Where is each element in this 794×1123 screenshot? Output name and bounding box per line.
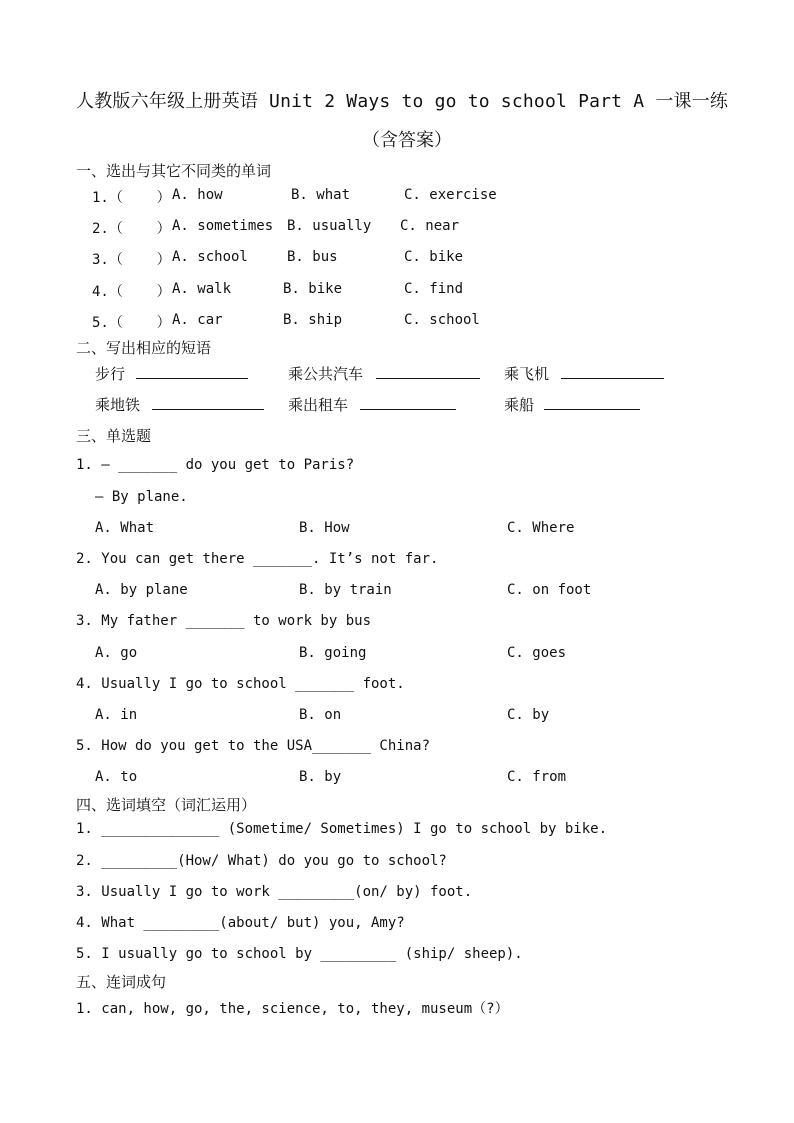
phrase-label: 乘飞机 [504, 365, 550, 383]
section-3-heading: 三、单选题 [76, 427, 152, 445]
option-c: C. on foot [507, 582, 592, 598]
option-c: C. from [507, 769, 567, 785]
option-a: A. sometimes [172, 218, 274, 234]
option-b: B. bike [283, 281, 343, 297]
answer-blank[interactable] [360, 395, 456, 410]
option-a: A. in [95, 707, 138, 723]
option-a: A. go [95, 645, 138, 661]
answer-blank[interactable] [376, 364, 480, 379]
option-b: B. going [299, 645, 367, 661]
sentence-item: 1. can, how, go, the, science, to, they, museum（?） [76, 1001, 509, 1017]
answer-blank[interactable] [152, 395, 264, 410]
option-c: C. goes [507, 645, 567, 661]
fill-item: 2. _________(How/ What) do you go to school? [76, 853, 447, 869]
document-title: 人教版六年级上册英语 Unit 2 Ways to go to school Part A 一课一练 [76, 91, 729, 112]
option-a: A. school [172, 249, 248, 265]
option-b: B. ship [283, 312, 343, 328]
question-stem: 5. How do you get to the USA_______ China? [76, 738, 431, 754]
option-b: B. by train [299, 582, 392, 598]
fill-item: 4. What _________(about/ but) you, Amy? [76, 915, 405, 931]
fill-item: 5. I usually go to school by _________ (ship/ sheep). [76, 946, 523, 962]
option-a: A. how [172, 187, 223, 203]
option-a: A. walk [172, 281, 232, 297]
phrase-label: 乘地铁 [95, 396, 141, 414]
option-b: B. How [299, 520, 350, 536]
phrase-label: 乘船 [504, 396, 535, 414]
question-number: 1.（ ） [92, 190, 171, 206]
option-a: A. by plane [95, 582, 188, 598]
option-c: C. by [507, 707, 550, 723]
question-stem: 2. You can get there _______. It’s not far. [76, 551, 439, 567]
fill-item: 3. Usually I go to work _________(on/ by) foot. [76, 884, 473, 900]
option-a: A. What [95, 520, 155, 536]
question-number: 2.（ ） [92, 221, 171, 237]
phrase-label: 乘公共汽车 [288, 365, 364, 383]
option-c: C. Where [507, 520, 575, 536]
question-extra: — By plane. [95, 489, 188, 505]
question-stem: 1. — _______ do you get to Paris? [76, 457, 355, 473]
question-number: 5.（ ） [92, 315, 171, 331]
option-c: C. find [404, 281, 464, 297]
question-stem: 3. My father _______ to work by bus [76, 613, 372, 629]
option-b: B. usually [287, 218, 372, 234]
answer-blank[interactable] [544, 395, 640, 410]
question-stem: 4. Usually I go to school _______ foot. [76, 676, 405, 692]
section-2-heading: 二、写出相应的短语 [76, 339, 212, 357]
option-b: B. by [299, 769, 342, 785]
phrase-label: 步行 [95, 365, 126, 383]
option-b: B. on [299, 707, 342, 723]
answer-blank[interactable] [561, 364, 664, 379]
answer-blank[interactable] [136, 364, 248, 379]
option-c: C. bike [404, 249, 464, 265]
fill-item: 1. ______________ (Sometime/ Sometimes) I go to school by bike. [76, 821, 608, 837]
section-5-heading: 五、连词成句 [76, 973, 167, 991]
option-a: A. car [172, 312, 223, 328]
phrase-label: 乘出租车 [288, 396, 349, 414]
option-a: A. to [95, 769, 138, 785]
section-1-heading: 一、选出与其它不同类的单词 [76, 162, 272, 180]
option-c: C. near [400, 218, 460, 234]
option-b: B. what [291, 187, 351, 203]
option-c: C. exercise [404, 187, 497, 203]
section-4-heading: 四、选词填空（词汇运用） [76, 796, 257, 814]
option-b: B. bus [287, 249, 338, 265]
document-subtitle: （含答案） [362, 130, 452, 151]
question-number: 3.（ ） [92, 252, 171, 268]
question-number: 4.（ ） [92, 284, 171, 300]
option-c: C. school [404, 312, 480, 328]
